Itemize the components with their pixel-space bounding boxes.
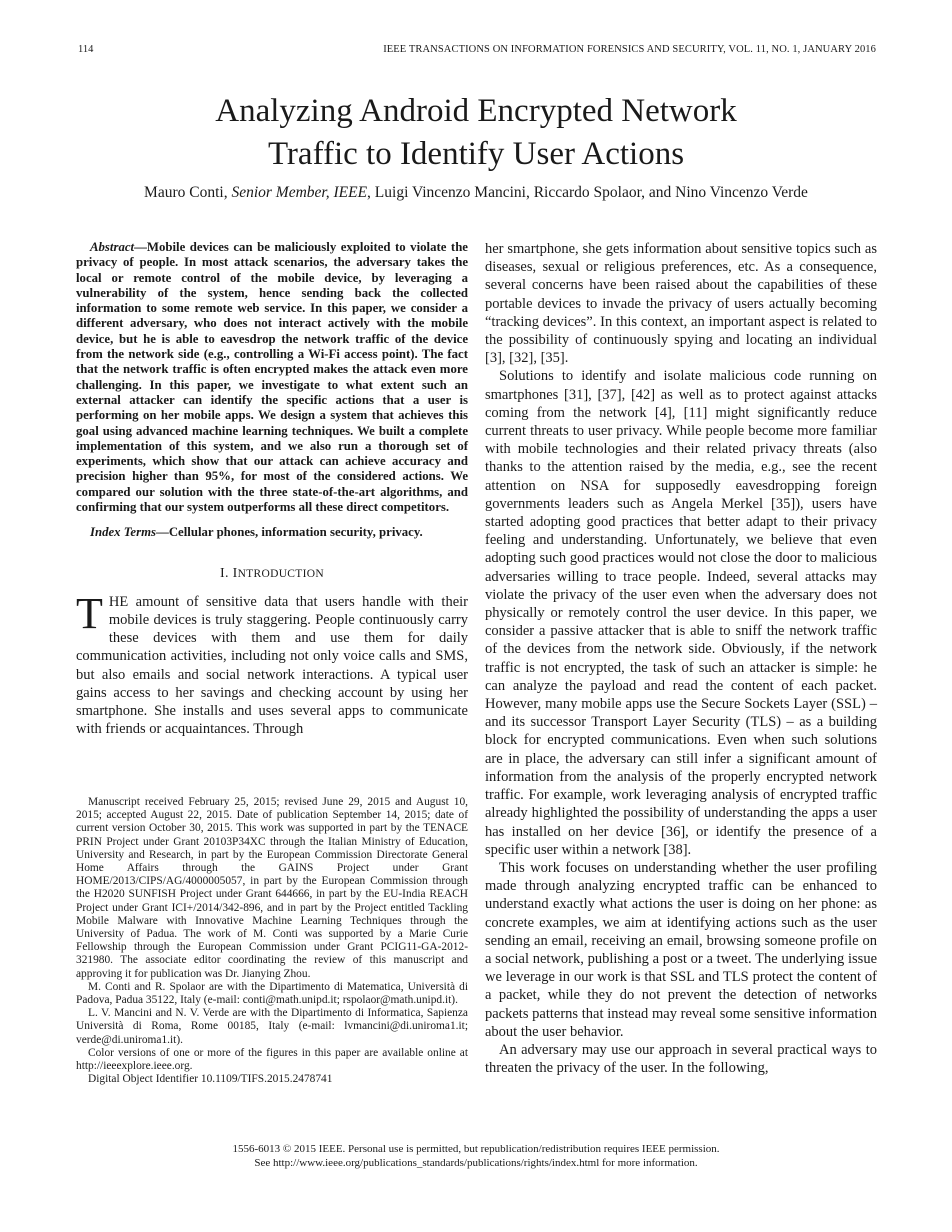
- running-header: [78, 44, 876, 60]
- footnote-affiliation-1: M. Conti and R. Spolaor are with the Dipartimento di Matematica, Università di Padova, Padua 35122, Italy (e-mail: conti@math.unipd.it; rspolaor@math.unipd.it).: [76, 980, 468, 1007]
- right-column: [485, 240, 877, 1077]
- author-1: Mauro Conti,: [144, 184, 228, 201]
- index-terms: Index Terms—Cellular phones, information security, privacy.: [90, 525, 423, 540]
- paragraph: An adversary may use our approach in several practical ways to threaten the privacy of the user. In the following,: [485, 1041, 877, 1077]
- left-column: [76, 240, 468, 738]
- paragraph: Solutions to identify and isolate malicious code running on smartphones [31], [37], [42] as well as to protect against attacks coming from the network [4], [11] might significantly reduce current threats to user privacy. While people become more familiar with mobile technologies and their related privacy threats (also thanks to the attention raised by the media, e.g., see the recent attention on NSA for supposedly eavesdropping foreign governments leaders such as Angela Merkel [35]), users have started adopting good practices that better adapt to their privacy feeling and understanding. Unfortunately, we believe that even adopting such good practices would not close the door to malicious adversaries willing to trace people. Indeed, several attacks may violate the privacy of the user even when the adversary does not physically or remotely control the user device. In this paper, we consider a passive attacker that is able to sniff the network traffic of the devices from the network side. Obviously, if the network traffic is not encrypted, the task of such an attacker is simple: he can analyze the payload and read the content of each packet. However, many mobile apps use the Secure Sockets Layer (SSL) – and its successor Transport Layer Security (TLS) – as a building block for encrypted communications. Even when such solutions are in place, the adversary can still infer a significant amount of information from the analysis of the properly encrypted network traffic. For example, work leveraging analysis of encrypted traffic already highlighted the possibility of understanding the apps a user has installed on her device [36], or identify the presence of a specific user within a network [38].: [485, 368, 877, 858]
- paragraph: her smartphone, she gets information about sensitive topics such as diseases, sexual or religious preferences, etc. As a consequence, several concerns have been raised about the capabilities of these portable devices to invade the privacy of users actually becoming “tracking devices”. In this context, an important aspect is related to the possibility of continuously spying and locating an individual [3], [32], [35].: [485, 241, 877, 367]
- intro-paragraph: THE amount of sensitive data that users handle with their mobile devices is truly staggering. People continuously carry these devices with them and use them for daily communication activities, including not only voice calls and SMS, but also emails and social network interactions. A typical user gains access to her savings and checking account by using her smartphone. She installs and uses several apps to communicate with friends or acquaintances. Through: [76, 588, 468, 738]
- index-terms-text: Cellular phones, information security, privacy.: [168, 525, 423, 540]
- other-authors: , Luigi Vincenzo Mancini, Riccardo Spolaor, and Nino Vincenzo Verde: [367, 184, 808, 201]
- drop-cap: T: [76, 588, 103, 638]
- author-1-role: Senior Member, IEEE: [231, 184, 368, 201]
- paragraph: This work focuses on understanding whether the user profiling made through analyzing encrypted traffic can be enhanced to understand exactly what actions the user is doing on her phone: as concrete examples, we aim at identifying actions such as the user sending an email, receiving an email, browsing someone profile on a social network, publishing a post or a tweet. The underlying issue we leverage in our work is that SSL and TLS protect the content of a packet, while they do not prevent the detection of networks packets patterns that instead may reveal some sensitive information about the user behavior.: [485, 859, 877, 1040]
- abstract: Abstract—Mobile devices can be maliciously exploited to violate the privacy of people. In most attack scenarios, the adversary takes the local or remote control of the mobile device, by leveraging a vulnerability of the system, hence sending back the collected information to some remote web service. In this paper, we consider a different adversary, who does not interact actively with the mobile device, but he is able to eavesdrop the network traffic of the device from the network side (e.g., controlling a Wi-Fi access point). The fact that the network traffic is often encrypted makes the attack even more challenging. In this paper, we investigate to what extent such an external attacker can identify the specific actions that a user is performing on her mobile apps. We design a system that achieves this goal using advanced machine learning techniques. We built a complete implementation of this system, and we also run a thorough set of experiments, which show that our attack can achieve accuracy and precision higher than 95%, for most of the considered actions. We compared our solution with the three state-of-the-art algorithms, and confirming that our system outperforms all these direct competitors.: [76, 240, 468, 515]
- footnote-color: Color versions of one or more of the figures in this paper are available online at http://ieeexplore.ieee.org.: [76, 1046, 468, 1073]
- abstract-text: Mobile devices can be maliciously exploited to violate the privacy of people. In most attack scenarios, the adversary takes the local or remote control of the mobile device, by leveraging a vulnerability of the system, hence sending back the collected information to some remote web service. In this paper, we consider a different adversary, who does not interact actively with the mobile device, but he is able to eavesdrop the network traffic of the device from the network side (e.g., controlling a Wi-Fi access point). The fact that the network traffic is often encrypted makes the attack even more challenging. In this paper, we investigate to what extent such an external attacker can identify the specific actions that a user is performing on her mobile apps. We design a system that achieves this goal using advanced machine learning techniques. We built a complete implementation of this system, and we also run a thorough set of experiments, which show that our attack can achieve accuracy and precision higher than 95%, for most of the considered actions. We compared our solution with the three state-of-the-art algorithms, and confirming that our system outperforms all these direct competitors.: [76, 240, 468, 515]
- first-page-footnote: [76, 796, 468, 1086]
- rights-link-line: See http://www.ieee.org/publications_standards/publications/rights/index.html for more information.: [254, 1157, 698, 1169]
- footnote-manuscript: Manuscript received February 25, 2015; revised June 29, 2015 and August 10, 2015; accepted August 22, 2015. Date of publication September 14, 2015; date of current version October 30, 2015. This work was supported in part by the TENACE PRIN Project under Grant 20103P34XC through the Italian Ministry of Education, University and Research, in part by the European Commission Directorate General Home Affairs through the GAINS Project under Grant HOME/2013/CIPS/AG/4000005057, in part by the European Commission through the H2020 SUNFISH Project under Grant 644666, in part by the EU-India REACH Project under Grant ICI+/2014/342-896, and in part by the Project entitled Tackling Mobile Malware with Innovative Machine Learning Techniques through the University of Padua. The work of M. Conti was supported by a Marie Curie Fellowship through the European Commission under Grant PCIG11-GA-2012-321980. The associate editor coordinating the review of this manuscript and approving it for publication was Dr. Jianying Zhou.: [76, 796, 468, 980]
- index-terms-label: Index Terms: [90, 525, 157, 540]
- author-list: [0, 184, 952, 202]
- copyright-line: 1556-6013 © 2015 IEEE. Personal use is permitted, but republication/redistribution requires IEEE permission.: [232, 1143, 720, 1155]
- section-heading-introduction: I. INTRODUCTION: [220, 565, 324, 581]
- paper-title: [0, 90, 952, 176]
- page-number: 114: [78, 44, 94, 55]
- journal-name: IEEE TRANSACTIONS ON INFORMATION FORENSICS AND SECURITY, VOL. 11, NO. 1, JANUARY 2016: [383, 44, 876, 55]
- copyright-footer: [0, 1142, 952, 1170]
- title-line-2: Traffic to Identify User Actions: [267, 136, 685, 172]
- footnote-affiliation-2: L. V. Mancini and N. V. Verde are with the Dipartimento di Informatica, Sapienza Università di Roma, Rome 00185, Italy (e-mail: lvmancini@di.uniroma1.it; verde@di.uniroma1.it).: [76, 1007, 468, 1046]
- abstract-label: Abstract: [90, 240, 135, 254]
- footnote-doi: Digital Object Identifier 10.1109/TIFS.2015.2478741: [88, 1073, 333, 1086]
- title-line-1: Analyzing Android Encrypted Network: [215, 93, 737, 129]
